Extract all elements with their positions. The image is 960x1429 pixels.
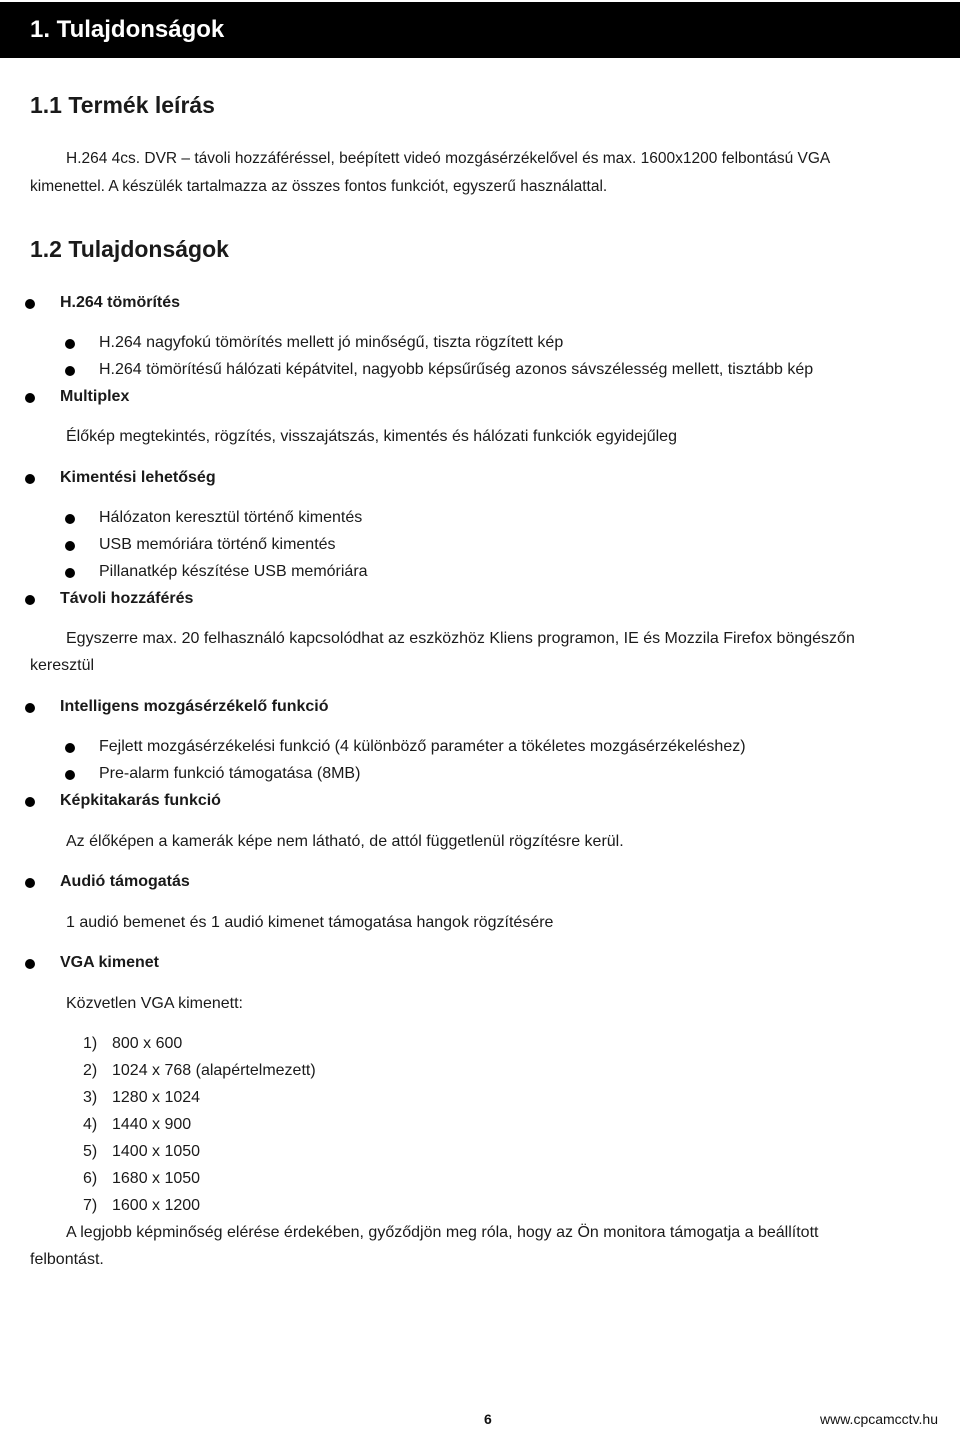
h264-item-2: H.264 tömörítésű hálózati képátvitel, nagyobb képsűrűség azonos sávszélesség mellett, tisztább kép	[99, 361, 814, 378]
feature-title-multiplex: Multiplex	[60, 388, 130, 405]
resolution-value: 1024 x 768 (alapértelmezett)	[112, 1062, 316, 1079]
resolution-value: 1600 x 1200	[112, 1197, 201, 1214]
section-heading-features: 1.2 Tulajdonságok	[30, 236, 229, 262]
bullet-icon	[25, 959, 35, 969]
backup-item-2: USB memóriára történő kimentés	[99, 536, 336, 553]
resolution-value: 800 x 600	[112, 1035, 183, 1052]
bullet-icon	[25, 474, 35, 484]
bullet-icon	[65, 339, 75, 349]
audio-text: 1 audió bemenet és 1 audió kimenet támogatása hangok rögzítésére	[66, 914, 554, 931]
product-description-line-1: H.264 4cs. DVR – távoli hozzáféréssel, beépített videó mozgásérzékelővel és max. 1600x1200 felbontású VGA	[66, 150, 831, 167]
remote-access-line-1: Egyszerre max. 20 felhasználó kapcsolódhat az eszközhöz Kliens programon, IE és Mozzila Firefox böngészőn	[66, 630, 855, 647]
feature-title-remote-access: Távoli hozzáférés	[60, 590, 194, 607]
bullet-icon	[65, 743, 75, 753]
chapter-title: 1. Tulajdonságok	[30, 16, 225, 43]
bullet-icon	[65, 541, 75, 551]
resolution-number: 1)	[83, 1035, 98, 1052]
feature-title-motion-detection: Intelligens mozgásérzékelő funkció	[60, 698, 329, 715]
resolution-number: 6)	[83, 1170, 98, 1187]
backup-item-1: Hálózaton keresztül történő kimentés	[99, 509, 363, 526]
bullet-icon	[25, 797, 35, 807]
bullet-icon	[25, 703, 35, 713]
motion-item-2: Pre-alarm funkció támogatása (8MB)	[99, 765, 361, 782]
feature-title-audio: Audió támogatás	[60, 873, 190, 890]
masking-text: Az élőképen a kamerák képe nem látható, de attól függetlenül rögzítésre kerül.	[66, 833, 624, 850]
feature-title-h264: H.264 tömörítés	[60, 294, 181, 311]
footer-url: www.cpcamcctv.hu	[820, 1411, 938, 1427]
motion-item-1: Fejlett mozgásérzékelési funkció (4 különböző paraméter a tökéletes mozgásérzékeléshez)	[99, 738, 746, 755]
feature-title-masking: Képkitakarás funkció	[60, 792, 221, 809]
bullet-icon	[65, 568, 75, 578]
bullet-icon	[25, 393, 35, 403]
vga-note-line-2: felbontást.	[30, 1251, 104, 1268]
resolution-value: 1440 x 900	[112, 1116, 192, 1133]
product-description-line-2: kimenettel. A készülék tartalmazza az összes fontos funkciót, egyszerű használattal.	[30, 178, 608, 195]
bullet-icon	[25, 299, 35, 309]
feature-title-vga: VGA kimenet	[60, 954, 159, 971]
bullet-icon	[65, 366, 75, 376]
vga-note-line-1: A legjobb képminőség elérése érdekében, győződjön meg róla, hogy az Ön monitora támogatja a beállított	[66, 1224, 819, 1241]
resolution-number: 4)	[83, 1116, 98, 1133]
resolution-number: 2)	[83, 1062, 98, 1079]
section-heading-product-description: 1.1 Termék leírás	[30, 92, 215, 118]
backup-item-3: Pillanatkép készítése USB memóriára	[99, 563, 368, 580]
bullet-icon	[25, 595, 35, 605]
bullet-icon	[65, 770, 75, 780]
bullet-icon	[65, 514, 75, 524]
feature-title-backup: Kimentési lehetőség	[60, 469, 216, 486]
resolution-value: 1400 x 1050	[112, 1143, 201, 1160]
resolution-number: 5)	[83, 1143, 98, 1160]
h264-item-1: H.264 nagyfokú tömörítés mellett jó minőségű, tiszta rögzített kép	[99, 334, 564, 351]
resolution-number: 7)	[83, 1197, 98, 1214]
vga-intro: Közvetlen VGA kimenett:	[66, 995, 243, 1012]
multiplex-text: Élőkép megtekintés, rögzítés, visszajátszás, kimentés és hálózati funkciók egyidejűleg	[66, 428, 677, 445]
resolution-value: 1680 x 1050	[112, 1170, 201, 1187]
remote-access-line-2: keresztül	[30, 657, 95, 674]
resolution-value: 1280 x 1024	[112, 1089, 201, 1106]
bullet-icon	[25, 878, 35, 888]
page-number: 6	[484, 1411, 492, 1427]
resolution-number: 3)	[83, 1089, 98, 1106]
chapter-header-bar	[0, 2, 960, 58]
